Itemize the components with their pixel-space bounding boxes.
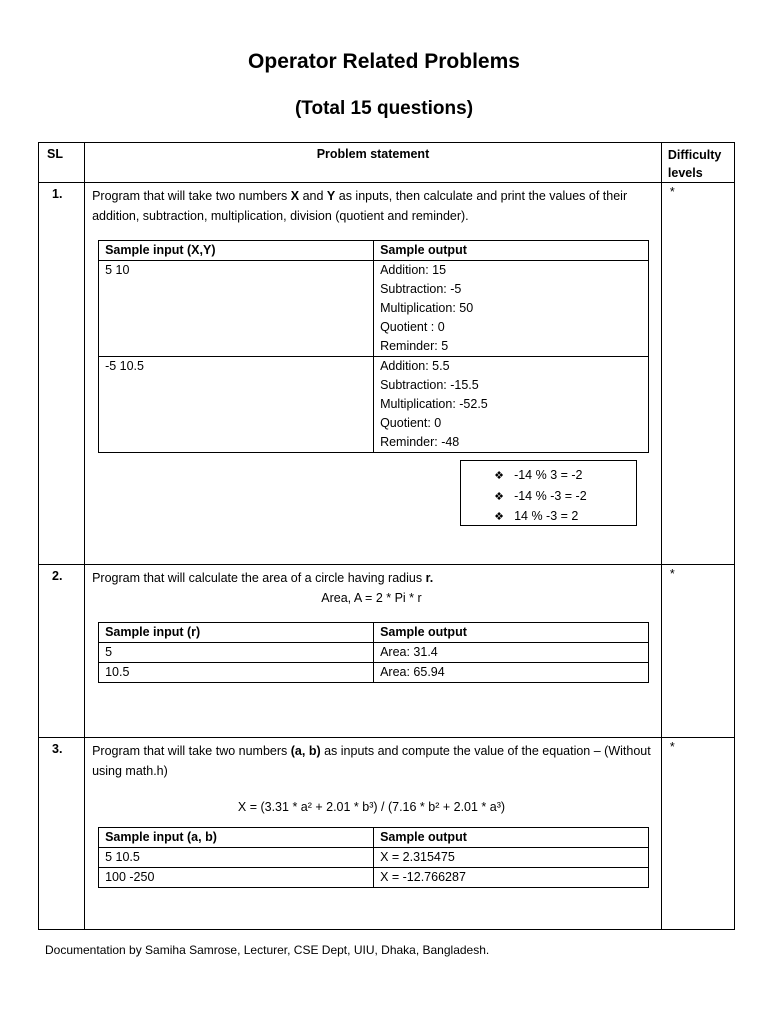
sample-input: -5 10.5 [99,357,374,453]
problem-row [39,738,735,930]
sample-header-row [99,623,649,643]
problem-statement [85,738,662,930]
note-item: ❖ 14 % -3 = 2 [461,507,636,528]
sample-input-header: Sample input (X,Y) [99,241,374,261]
sample-input-header: Sample input (a, b) [99,828,374,848]
sample-output: Addition: 5.5 Subtraction: -15.5 Multiplication: -52.5 Quotient: 0 Reminder: -48 [374,357,649,453]
sample-output-header: Sample output [374,623,649,643]
equation: X = (3.31 * a² + 2.01 * b³) / (7.16 * b² + 2.01 * a³) [237,800,506,814]
sample-input: 5 [99,643,374,663]
problem-text: Program that will calculate the area of a circle having radius r. [92,571,434,585]
sample-row [99,643,649,663]
difficulty-level: * [661,183,734,565]
sample-input: 10.5 [99,663,374,683]
sample-output: X = -12.766287 [374,868,649,888]
problem-number: 2. [39,565,85,738]
header-difficulty-line1: Difficulty [667,148,722,162]
header-difficulty-line2: levels [667,166,703,180]
sample-output: Area: 31.4 [374,643,649,663]
sample-table [98,240,649,453]
sample-table [98,827,649,888]
diamond-bullet-icon: ❖ [494,511,504,523]
header-problem: Problem statement [85,143,662,183]
sample-output: Area: 65.94 [374,663,649,683]
difficulty-level: * [661,565,734,738]
problems-table [38,142,735,930]
difficulty-level: * [661,738,734,930]
sample-row [99,848,649,868]
problem-row [39,565,735,738]
problem-formula: Area, A = 2 * Pi * r [321,591,422,605]
page-subtitle: (Total 15 questions) [294,98,474,119]
header-row [39,143,735,183]
problem-statement [85,183,662,565]
sample-output: X = 2.315475 [374,848,649,868]
sample-row [99,357,649,453]
problem-text: Program that will take two numbers (a, b) as inputs and compute the value of the equation – (Without using math.h) [92,744,651,778]
footer-credit: Documentation by Samiha Samrose, Lecturer, CSE Dept, UIU, Dhaka, Bangladesh. [45,943,490,957]
note-item: ❖ -14 % -3 = -2 [461,487,636,508]
sample-row [99,868,649,888]
sample-output-header: Sample output [374,828,649,848]
header-difficulty [661,143,734,183]
sample-input: 100 -250 [99,868,374,888]
sample-input-header: Sample input (r) [99,623,374,643]
sample-row [99,663,649,683]
sample-output-header: Sample output [374,241,649,261]
sample-input: 5 10 [99,261,374,357]
problem-row [39,183,735,565]
diamond-bullet-icon: ❖ [494,470,504,482]
problem-text: Program that will take two numbers X and Y as inputs, then calculate and print the values of their addition, subtraction, multiplication, division (quotient and reminder). [92,189,628,223]
diamond-bullet-icon: ❖ [494,490,504,503]
sample-row [99,261,649,357]
modulo-notes-box [460,460,637,526]
sample-header-row [99,241,649,261]
sample-table [98,622,649,683]
sample-input: 5 10.5 [99,848,374,868]
page-title: Operator Related Problems [248,50,520,73]
problem-number: 3. [39,738,85,930]
sample-output: Addition: 15 Subtraction: -5 Multiplication: 50 Quotient : 0 Reminder: 5 [374,261,649,357]
note-item: ❖ -14 % 3 = -2 [461,466,636,487]
sample-header-row [99,828,649,848]
header-sl: SL [39,143,85,183]
problem-number: 1. [39,183,85,565]
problem-statement [85,565,662,738]
